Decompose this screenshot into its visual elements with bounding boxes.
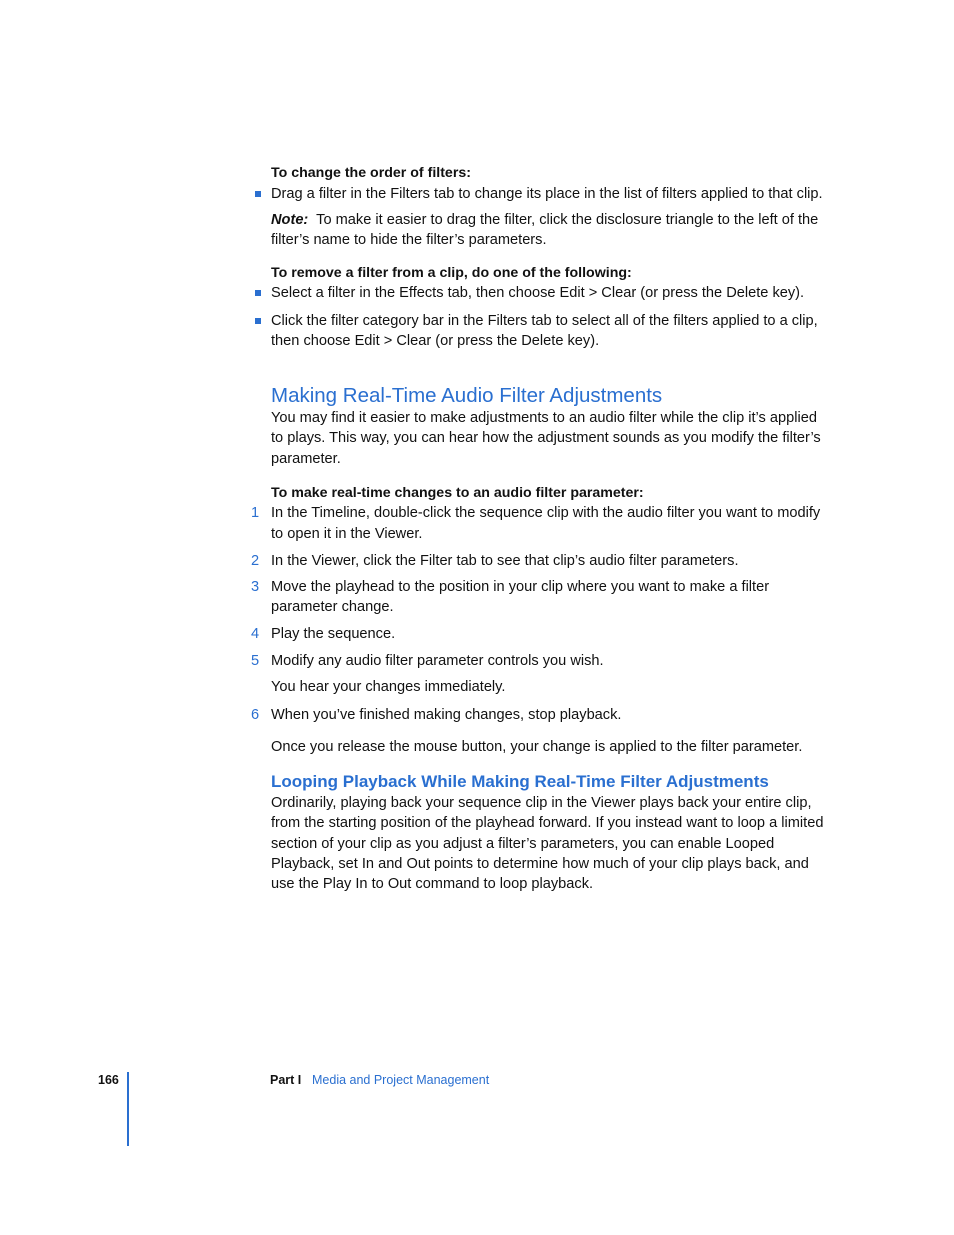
step-1 <box>251 503 831 544</box>
remove-bullet-text: Select a filter in the Effects tab, then choose Edit > Clear (or press the Delete key). <box>271 285 805 302</box>
looping-title: Looping Playback While Making Real-Time Filter Adjustments <box>271 772 769 791</box>
footer-part-title: Media and Project Management <box>312 1073 490 1087</box>
step-number: 4 <box>251 625 260 642</box>
page-number: 166 <box>98 1073 119 1087</box>
step-5-result: You hear your changes immediately. <box>271 679 506 696</box>
step-text: In the Timeline, double-click the sequence clip with the audio filter you want to modify to open it in the Viewer. <box>271 505 821 542</box>
step-2 <box>251 551 831 571</box>
step-text: Move the playhead to the position in your clip where you want to make a filter parameter change. <box>271 579 770 616</box>
step-6 <box>251 705 831 725</box>
realtime-closing: Once you release the mouse button, your change is applied to the filter parameter. <box>271 738 803 755</box>
bullet-square-icon <box>255 318 261 324</box>
remove-bullet-text: Click the filter category bar in the Filters tab to select all of the filters applied to a clip, then choose Edit > Clear (or press the Delete key). <box>271 312 818 349</box>
order-note <box>271 210 831 251</box>
order-bullet-text: Drag a filter in the Filters tab to change its place in the list of filters applied to that clip. <box>271 186 823 203</box>
step-5 <box>251 651 831 671</box>
order-section <box>271 163 831 250</box>
realtime-steps <box>251 483 831 757</box>
footer-divider <box>127 1072 129 1146</box>
step-text: When you’ve finished making changes, stop playback. <box>271 706 622 723</box>
remove-bullet-2 <box>271 311 831 352</box>
looping-section <box>271 771 831 894</box>
bullet-square-icon <box>255 290 261 296</box>
remove-heading: To remove a filter from a clip, do one of the following: <box>271 265 632 281</box>
step-text: Modify any audio filter parameter controls you wish. <box>271 653 604 670</box>
step-text: In the Viewer, click the Filter tab to see that clip’s audio filter parameters. <box>271 552 739 569</box>
note-text: To make it easier to drag the filter, click the disclosure triangle to the left of the filter’s name to hide the filter’s parameters. <box>271 211 819 248</box>
note-label: Note: <box>271 211 309 228</box>
step-3 <box>251 577 831 618</box>
remove-section <box>271 263 831 351</box>
step-number: 3 <box>251 579 260 596</box>
realtime-title: Making Real-Time Audio Filter Adjustments <box>271 384 663 407</box>
step-number: 2 <box>251 552 260 569</box>
realtime-intro: You may find it easier to make adjustments to an audio filter while the clip it’s applied to plays. This way, you can hear how the adjustment sounds as you modify the filter’s parameter. <box>271 410 821 467</box>
step-number: 5 <box>251 653 260 670</box>
order-bullet <box>271 184 831 204</box>
step-4 <box>251 624 831 644</box>
remove-bullet-1 <box>271 283 831 303</box>
looping-body: Ordinarily, playing back your sequence clip in the Viewer plays back your entire clip, from the starting position of the playhead forward. If you instead want to loop a limited section of your clip as you adjust a filter’s parameters, you can enable Looped Playback, set In and Out points to determine how much of your clip plays back, and use the Play In to Out command to loop playback. <box>271 795 824 893</box>
steps-heading: To make real-time changes to an audio filter parameter: <box>271 485 644 501</box>
bullet-square-icon <box>255 191 261 197</box>
step-text: Play the sequence. <box>271 625 396 642</box>
realtime-section <box>271 384 831 469</box>
step-number: 6 <box>251 706 260 723</box>
footer-part-label: Part I <box>270 1073 302 1087</box>
step-number: 1 <box>251 505 260 522</box>
order-heading: To change the order of filters: <box>271 165 471 181</box>
